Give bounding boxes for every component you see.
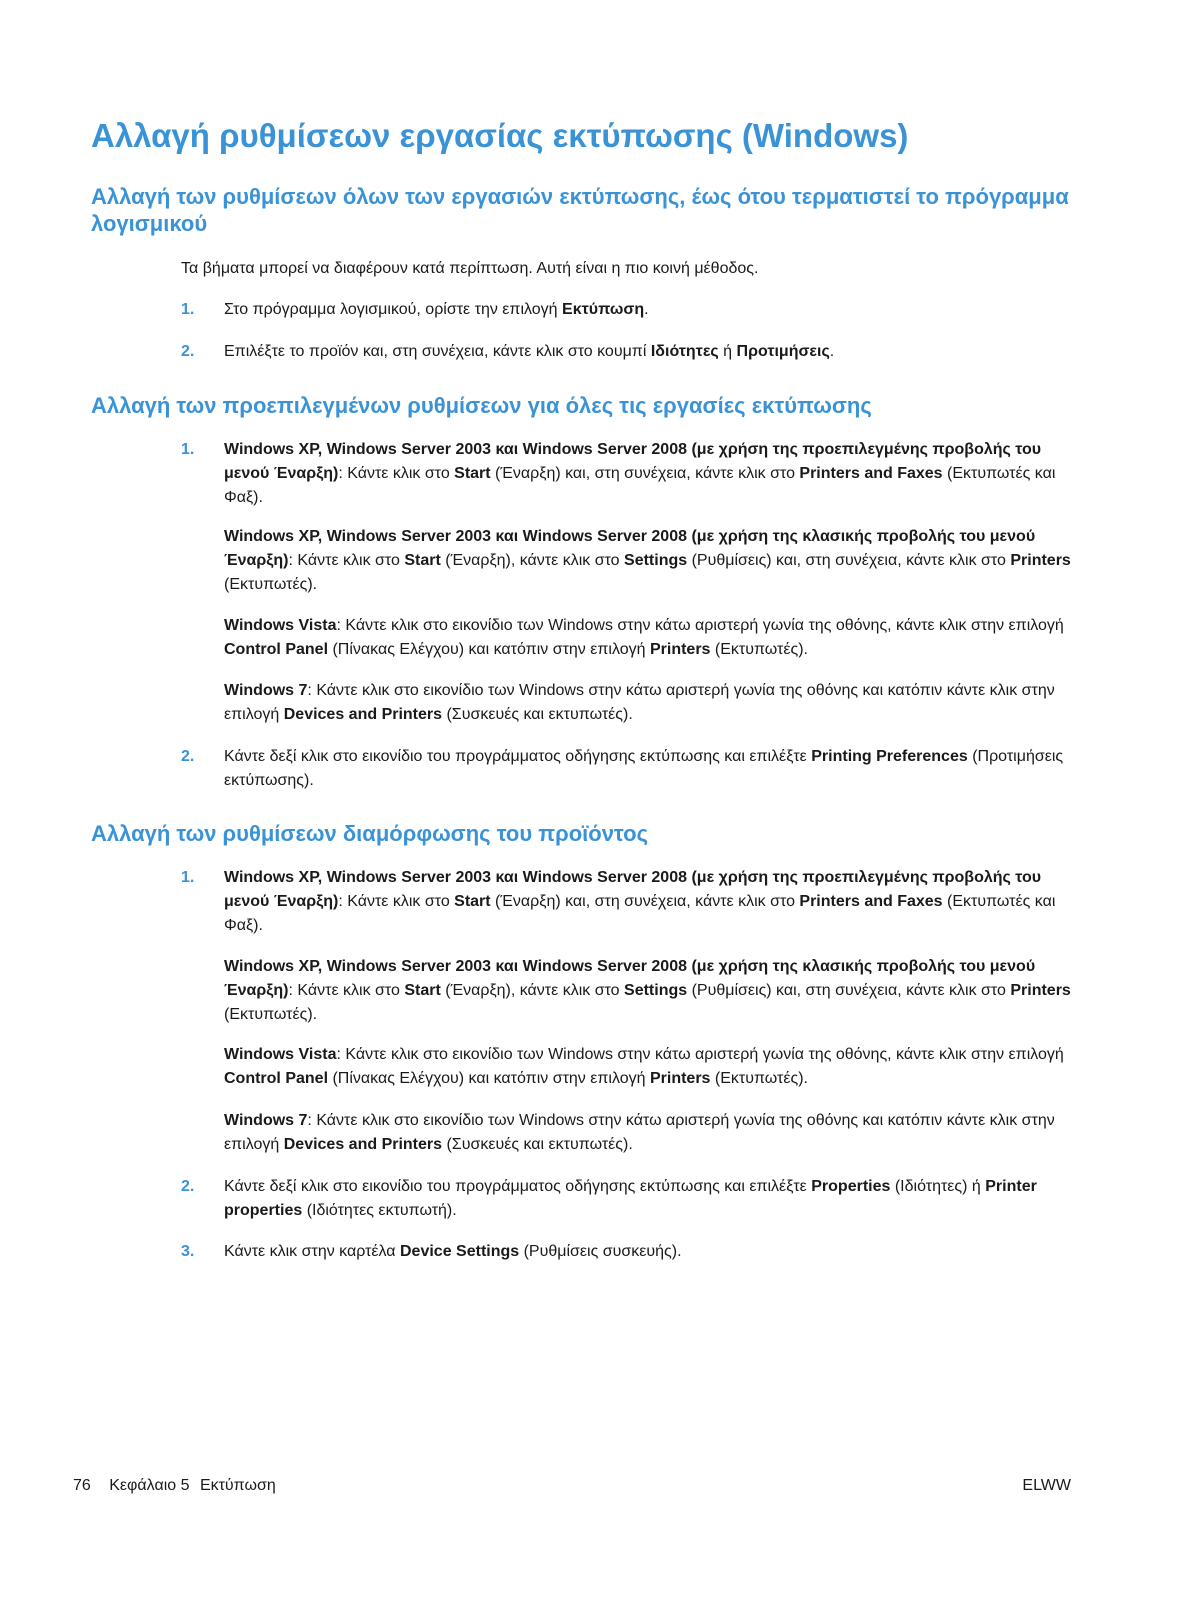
list-item: 3. Κάντε κλικ στην καρτέλα Device Settings (Ρυθμίσεις συσκευής). [181, 1240, 1076, 1264]
page-title: Αλλαγή ρυθμίσεων εργασίας εκτύπωσης (Windows) [91, 117, 909, 154]
win7-paragraph: Windows 7: Κάντε κλικ στο εικονίδιο των Windows στην κάτω αριστερή γωνία της οθόνης και κατόπιν κάντε κλικ στην επιλογή Devices and Printers (Συσκευές και εκτυπωτές). [224, 682, 1055, 723]
chapter-label: Κεφάλαιο 5 [109, 1477, 190, 1494]
step-number: 1. [181, 301, 195, 318]
vista-paragraph: Windows Vista: Κάντε κλικ στο εικονίδιο των Windows στην κάτω αριστερή γωνία της οθόνης, κάντε κλικ στην επιλογή Control Panel (Πίνακας Ελέγχου) και κατόπιν στην επιλογή Printers (Εκτυπωτές). [224, 617, 1064, 658]
list-item: 1. Windows XP, Windows Server 2003 και Windows Server 2008 (με χρήση της προεπιλεγμένης προβολής του μενού Έναρξη): Κάντε κλικ στο Start (Έναρξη) και, στη συνέχεια, κάντε κλικ στο Printers and Faxes (Εκτυπωτές και Φαξ). [181, 866, 1076, 938]
xp-classic-paragraph: Windows XP, Windows Server 2003 και Windows Server 2008 (με χρήση της κλασικής προβολής του μενού Έναρξη): Κάντε κλικ στο Start (Έναρξη), κάντε κλικ στο Settings (Ρυθμίσεις) και, στη συνέχεια, κάντε κλικ στο Printers (Εκτυπωτές). [224, 528, 1071, 593]
list-item: 2. Κάντε δεξί κλικ στο εικονίδιο του προγράμματος οδήγησης εκτύπωσης και επιλέξτε Printing Preferences (Προτιμήσεις εκτύπωσης). [181, 745, 1076, 793]
list-item: 1. Windows XP, Windows Server 2003 και Windows Server 2008 (με χρήση της προεπιλεγμένης προβολής του μενού Έναρξη): Κάντε κλικ στο Start (Έναρξη) και, στη συνέχεια, κάντε κλικ στο Printers and Faxes (Εκτυπωτές και Φαξ). [181, 438, 1076, 510]
win7-paragraph: Windows 7: Κάντε κλικ στο εικονίδιο των Windows στην κάτω αριστερή γωνία της οθόνης και κατόπιν κάντε κλικ στην επιλογή Devices and Printers (Συσκευές και εκτυπωτές). [224, 1112, 1055, 1153]
list-item: 1. Στο πρόγραμμα λογισμικού, ορίστε την επιλογή Εκτύπωση. [181, 298, 1076, 322]
intro-text: Τα βήματα μπορεί να διαφέρουν κατά περίπτωση. Αυτή είναι η πιο κοινή μέθοδος. [181, 260, 759, 277]
footer-left [73, 1475, 276, 1497]
section-heading-all-jobs: Αλλαγή των ρυθμίσεων όλων των εργασιών εκτύπωσης, έως ότου τερματιστεί το πρόγραμμα λογισμικού [91, 184, 1069, 236]
step-number: 1. [181, 441, 195, 458]
page-number: 76 [73, 1477, 91, 1494]
list-item: 2. Κάντε δεξί κλικ στο εικονίδιο του προγράμματος οδήγησης εκτύπωσης και επιλέξτε Properties (Ιδιότητες) ή Printer properties (Ιδιότητες εκτυπωτή). [181, 1175, 1076, 1223]
chapter-title: Εκτύπωση [199, 1477, 276, 1494]
footer-code: ELWW [1022, 1477, 1071, 1494]
step-number: 2. [181, 343, 195, 360]
vista-paragraph: Windows Vista: Κάντε κλικ στο εικονίδιο των Windows στην κάτω αριστερή γωνία της οθόνης, κάντε κλικ στην επιλογή Control Panel (Πίνακας Ελέγχου) και κατόπιν στην επιλογή Printers (Εκτυπωτές). [224, 1046, 1064, 1087]
xp-classic-paragraph: Windows XP, Windows Server 2003 και Windows Server 2008 (με χρήση της κλασικής προβολής του μενού Έναρξη): Κάντε κλικ στο Start (Έναρξη), κάντε κλικ στο Settings (Ρυθμίσεις) και, στη συνέχεια, κάντε κλικ στο Printers (Εκτυπωτές). [224, 958, 1071, 1023]
section-heading-default-settings: Αλλαγή των προεπιλεγμένων ρυθμίσεων για όλες τις εργασίες εκτύπωσης [91, 393, 872, 418]
step-number: 1. [181, 869, 195, 886]
step-number: 3. [181, 1243, 195, 1260]
step-number: 2. [181, 748, 195, 765]
list-item: 2. Επιλέξτε το προϊόν και, στη συνέχεια, κάντε κλικ στο κουμπί Ιδιότητες ή Προτιμήσεις. [181, 340, 1076, 364]
section-heading-device-settings: Αλλαγή των ρυθμίσεων διαμόρφωσης του προϊόντος [91, 821, 649, 846]
step-number: 2. [181, 1178, 195, 1195]
